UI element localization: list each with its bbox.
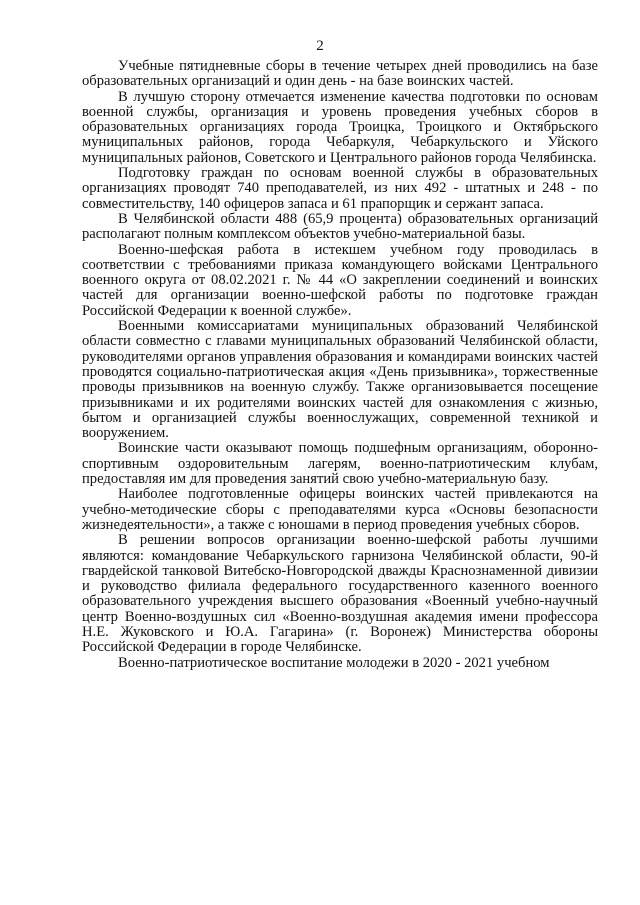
- document-body: [82, 59, 598, 671]
- paragraph: В решении вопросов организации военно-шефской работы лучшими являются: командование Чебаркульского гарнизона Челябинской области, 90-й гвардейской танковой Витебско-Новгородской дважды Краснознаменной дивизии и руководство филиала федерального государственного казенного военного образовательного учреждения высшего образования «Военный учебно-научный центр Военно-воздушных сил «Военно-воздушная академия имени профессора Н.Е. Жуковского и Ю.А. Гагарина» (г. Воронеж) Министерства обороны Российской Федерации в городе Челябинске.: [82, 532, 598, 656]
- paragraph: Наиболее подготовленные офицеры воинских частей привлекаются на учебно-методические сборы с преподавателями курса «Основы безопасности жизнедеятельности», а также с юношами в период проведения учебных сборов.: [82, 486, 598, 533]
- paragraph: Воинские части оказывают помощь подшефным организациям, оборонно-спортивным оздоровительным лагерям, военно-патриотическим клубам, предоставляя им для проведения занятий свою учебно-материальную базу.: [82, 440, 598, 488]
- paragraph: В лучшую сторону отмечается изменение качества подготовки по основам военной службы, организация и уровень проведения учебных сборов в образовательных организациях города Троицка, Троицкого и Октябрьского муниципальных районов, города Чебаркуля, Чебаркульского и Уйского муниципальных районов, Советского и Центрального районов города Челябинска.: [82, 88, 598, 166]
- paragraph: Подготовку граждан по основам военной службы в образовательных организациях проводят 740 преподавателей, из них 492 - штатных и 248 - по совместительству, 140 офицеров запаса и 61 прапорщик и сержант запаса.: [82, 165, 598, 212]
- paragraph: Учебные пятидневные сборы в течение четырех дней проводились на базе образовательных организаций и один день - на базе воинских частей.: [82, 58, 598, 90]
- page-number: 2: [316, 38, 324, 54]
- paragraph: Военными комиссариатами муниципальных образований Челябинской области совместно с главами муниципальных образований Челябинской области, руководителями органов управления образования и командирами воинских частей проводятся социально-патриотическая акция «День призывника», торжественные проводы призывников на военную службу. Также организовывается посещение призывниками и их родителями воинских частей для ознакомления с жизнью, бытом и организацией службы военнослужащих, современной техникой и вооружением.: [82, 318, 598, 442]
- paragraph: Военно-шефская работа в истекшем учебном году проводилась в соответствии с требованиями приказа командующего войсками Центрального военного округа от 08.02.2021 г. № 44 «О закреплении соединений и воинских частей для организации военно-шефской работы по подготовке граждан Российской Федерации к военной службе».: [82, 241, 598, 319]
- paragraph: В Челябинской области 488 (65,9 процента) образовательных организаций располагают полным комплексом объектов учебно-материальной базы.: [82, 210, 598, 243]
- paragraph: Военно-патриотическое воспитание молодежи в 2020 - 2021 учебном: [118, 654, 550, 671]
